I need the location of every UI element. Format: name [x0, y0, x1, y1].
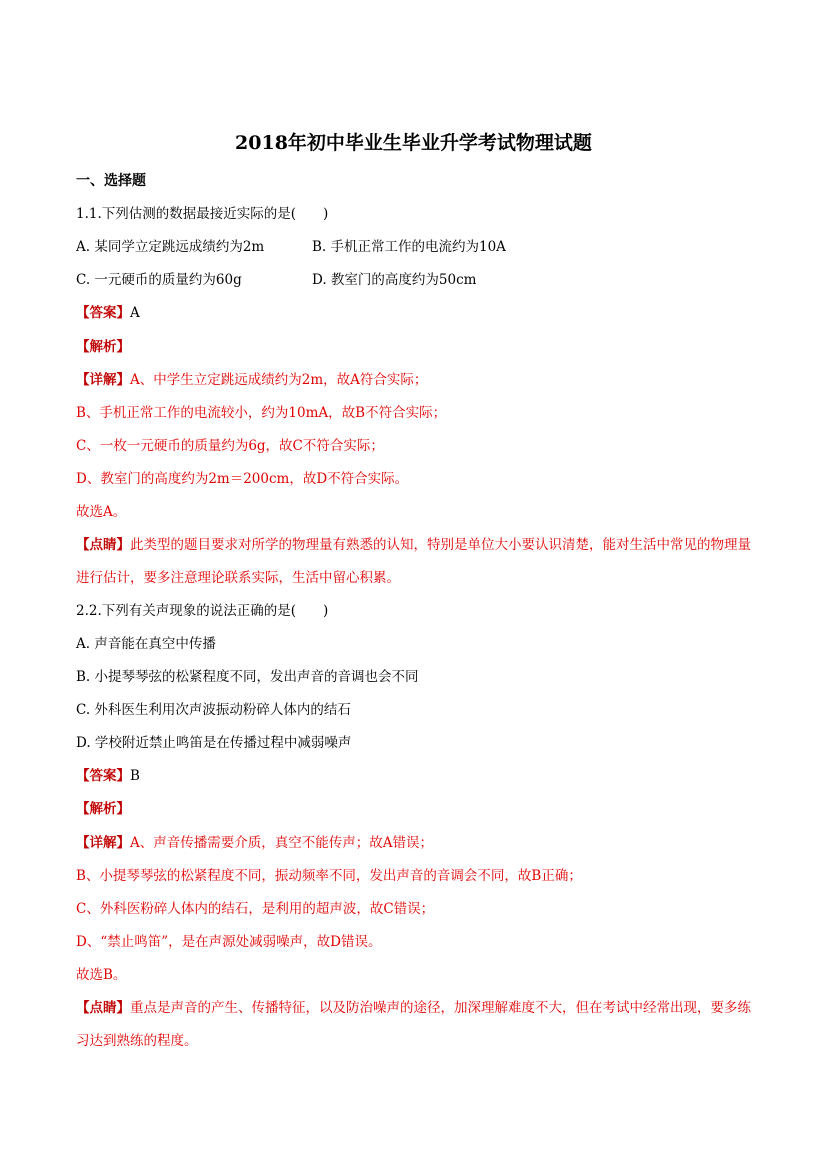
q1-detail-line4: D、教室门的高度约为2m＝200cm，故D不符合实际。 — [76, 471, 409, 487]
q1-option-b: B. 手机正常工作的电流约为10A — [312, 239, 506, 255]
q2-detail-line4: D、“禁止鸣笛”，是在声源处减弱噪声，故D错误。 — [76, 934, 382, 950]
q2-answer-value: B — [130, 768, 140, 784]
q1-answer — [76, 302, 756, 324]
q2-detail-tag: 【详解】 — [76, 835, 130, 851]
page-title: 2018年初中毕业生毕业升学考试物理试题 — [235, 132, 592, 154]
q1-option-d: D. 教室门的高度约为50cm — [312, 272, 477, 288]
q1-option-c: C. 一元硬币的质量约为60g — [76, 272, 242, 288]
q1-options-row2 — [76, 269, 756, 291]
q1-point-tag: 【点睛】 — [76, 537, 130, 553]
q2-conclusion: 故选B。 — [76, 967, 127, 983]
q1-analysis-tag: 【解析】 — [76, 339, 130, 355]
q2-option-b: B. 小提琴琴弦的松紧程度不同，发出声音的音调也会不同 — [76, 669, 419, 685]
q2-option-c: C. 外科医生利用次声波振动粉碎人体内的结石 — [76, 702, 351, 718]
q2-detail-line1 — [76, 832, 756, 854]
q1-detail-text1: A、中学生立定跳远成绩约为2m，故A符合实际； — [130, 372, 428, 388]
q2-point — [76, 992, 756, 1058]
q2-stem: 2.2.下列有关声现象的说法正确的是( ) — [76, 603, 329, 619]
q2-detail-text1: A、声音传播需要介质，真空不能传声；故A错误； — [130, 835, 433, 851]
q2-detail-line3: C、外科医粉碎人体内的结石，是利用的超声波，故C错误； — [76, 901, 435, 917]
q1-detail-line1 — [76, 369, 756, 391]
section-heading: 一、选择题 — [76, 173, 146, 189]
q2-point-tag: 【点睛】 — [76, 1000, 130, 1016]
q2-detail-line2: B、小提琴琴弦的松紧程度不同，振动频率不同，发出声音的音调会不同，故B正确； — [76, 868, 582, 884]
q1-point — [76, 529, 756, 595]
q1-detail-line3: C、一枚一元硬币的质量约为6g，故C不符合实际； — [76, 438, 384, 454]
q2-option-d: D. 学校附近禁止鸣笛是在传播过程中减弱噪声 — [76, 735, 352, 751]
q1-point-text: 此类型的题目要求对所学的物理量有熟悉的认知，特别是单位大小要认识清楚，能对生活中常见的物理量进行估计，要多注意理论联系实际，生活中留心积累。 — [76, 537, 751, 586]
q1-options-row1 — [76, 236, 756, 258]
q1-option-a: A. 某同学立定跳远成绩约为2m — [76, 239, 265, 255]
q1-stem: 1.1.下列估测的数据最接近实际的是( ) — [76, 206, 329, 222]
q2-analysis-tag: 【解析】 — [76, 801, 130, 817]
q1-answer-value: A — [130, 305, 140, 321]
q1-answer-tag: 【答案】 — [76, 305, 130, 321]
q1-conclusion: 故选A。 — [76, 504, 127, 520]
q2-answer — [76, 765, 756, 787]
q2-point-text: 重点是声音的产生、传播特征，以及防治噪声的途径，加深理解难度不大，但在考试中经常出现，要多练习达到熟练的程度。 — [76, 1000, 751, 1049]
q1-detail-tag: 【详解】 — [76, 372, 130, 388]
q2-answer-tag: 【答案】 — [76, 768, 130, 784]
q2-option-a: A. 声音能在真空中传播 — [76, 636, 216, 652]
q1-detail-line2: B、手机正常工作的电流较小，约为10mA，故B不符合实际； — [76, 405, 447, 421]
